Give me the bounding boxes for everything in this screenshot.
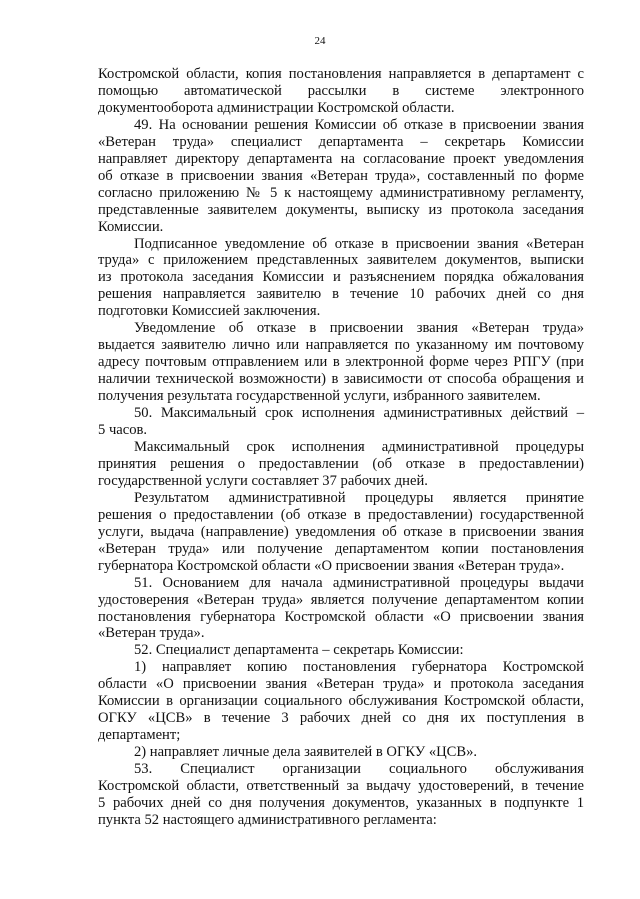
paragraph xyxy=(98,761,584,829)
text-line: Результатом административной процедуры является принятие xyxy=(134,489,584,506)
text-line: области «О присвоении звания «Ветеран труда» и протокола заседания xyxy=(98,676,584,693)
paragraph xyxy=(98,575,584,643)
text-line: «Ветеран труда» специалист департамента – секретарь Комиссии xyxy=(98,133,584,150)
paragraph xyxy=(98,490,584,575)
text-line: согласно приложению № 5 к настоящему административному регламенту, xyxy=(98,184,584,201)
text-line: принятия решения о предоставлении (об отказе в предоставлении) xyxy=(98,455,584,472)
text-line: государственной услуги составляет 37 рабочих дней. xyxy=(98,472,428,489)
paragraph xyxy=(98,66,584,117)
text-line: постановления губернатора Костромской области «О присвоении звания xyxy=(98,608,584,625)
text-line: департамент; xyxy=(98,727,181,744)
text-line: Уведомление об отказе в присвоении звания «Ветеран труда» xyxy=(134,320,584,337)
text-line: удостоверения «Ветеран труда» является получение департаментом копии xyxy=(98,591,584,608)
paragraph xyxy=(98,659,584,744)
text-line: получения результата государственной услуги, избранного заявителем. xyxy=(98,388,541,405)
paragraph xyxy=(98,642,584,659)
text-line: губернатора Костромской области «О присвоении звания «Ветеран труда». xyxy=(98,557,565,574)
paragraph xyxy=(98,117,584,236)
text-line: Костромской области, копия постановления направляется в департамент с xyxy=(98,66,584,82)
text-line: 51. Основанием для начала административной процедуры выдачи xyxy=(134,574,584,591)
text-line: наличии технической возможности) в зависимости от способа обращения и xyxy=(98,371,584,388)
text-line: услуги, выдача (направление) уведомления об отказе в присвоении звания xyxy=(98,523,584,540)
text-line: решения о предоставлении (об отказе в предоставлении) государственной xyxy=(98,506,584,523)
text-line: помощью автоматической рассылки в системе электронного xyxy=(98,82,584,99)
text-line: 53. Специалист организации социального обслуживания xyxy=(134,761,584,778)
paragraph xyxy=(98,320,584,405)
paragraph xyxy=(98,236,584,321)
text-line: «Ветеран труда». xyxy=(98,625,205,642)
text-line: адресу почтовым отправлением или в электронной форме через РПГУ (при xyxy=(98,354,584,371)
page-number: 24 xyxy=(314,35,326,47)
text-line: представленные заявителем документы, выписку из протокола заседания xyxy=(98,201,584,218)
text-line: Комиссии. xyxy=(98,218,164,235)
text-line: об отказе в присвоении звания «Ветеран труда», составленный по форме xyxy=(98,167,584,184)
text-line: Комиссии в организации социального обслуживания Костромской области, xyxy=(98,693,584,710)
text-line: Костромской области, ответственный за выдачу удостоверений, в течение xyxy=(98,778,584,795)
paragraph xyxy=(98,744,584,761)
text-line: 5 часов. xyxy=(98,422,148,439)
text-line: выдается заявителю лично или направляется по указанному им почтовому xyxy=(98,337,584,354)
text-line: 1) направляет копию постановления губернатора Костромской xyxy=(134,659,584,676)
text-line: 5 рабочих дней со дня получения документов, указанных в подпункте 1 xyxy=(98,794,584,811)
text-line: Подписанное уведомление об отказе в присвоении звания «Ветеран xyxy=(134,235,584,252)
text-line: труда» с приложением представленных заявителем документов, выписки xyxy=(98,252,584,269)
text-line: ОГКУ «ЦСВ» в течение 3 рабочих дней со дня их поступления в xyxy=(98,710,584,727)
document-body xyxy=(98,66,584,829)
text-line: документооборота администрации Костромской области. xyxy=(98,99,455,116)
paragraph xyxy=(98,439,584,490)
text-line: решения направляется заявителю в течение 10 рабочих дней со дня xyxy=(98,286,584,303)
text-line: пункта 52 настоящего административного регламента: xyxy=(98,811,437,828)
text-line: Максимальный срок исполнения административной процедуры xyxy=(134,438,584,455)
text-line: подготовки Комиссией заключения. xyxy=(98,303,321,320)
text-line: 2) направляет личные дела заявителей в ОГКУ «ЦСВ». xyxy=(134,744,478,761)
text-line: из протокола заседания Комиссии и разъяснением порядка обжалования xyxy=(98,269,584,286)
paragraph xyxy=(98,405,584,439)
text-line: 50. Максимальный срок исполнения административных действий – xyxy=(134,405,584,422)
text-line: «Ветеран труда» или получение департаментом копии постановления xyxy=(98,540,584,557)
text-line: 52. Специалист департамента – секретарь Комиссии: xyxy=(134,642,464,659)
text-line: направляет директору департамента на согласование проект уведомления xyxy=(98,150,584,167)
text-line: 49. На основании решения Комиссии об отказе в присвоении звания xyxy=(134,116,584,133)
